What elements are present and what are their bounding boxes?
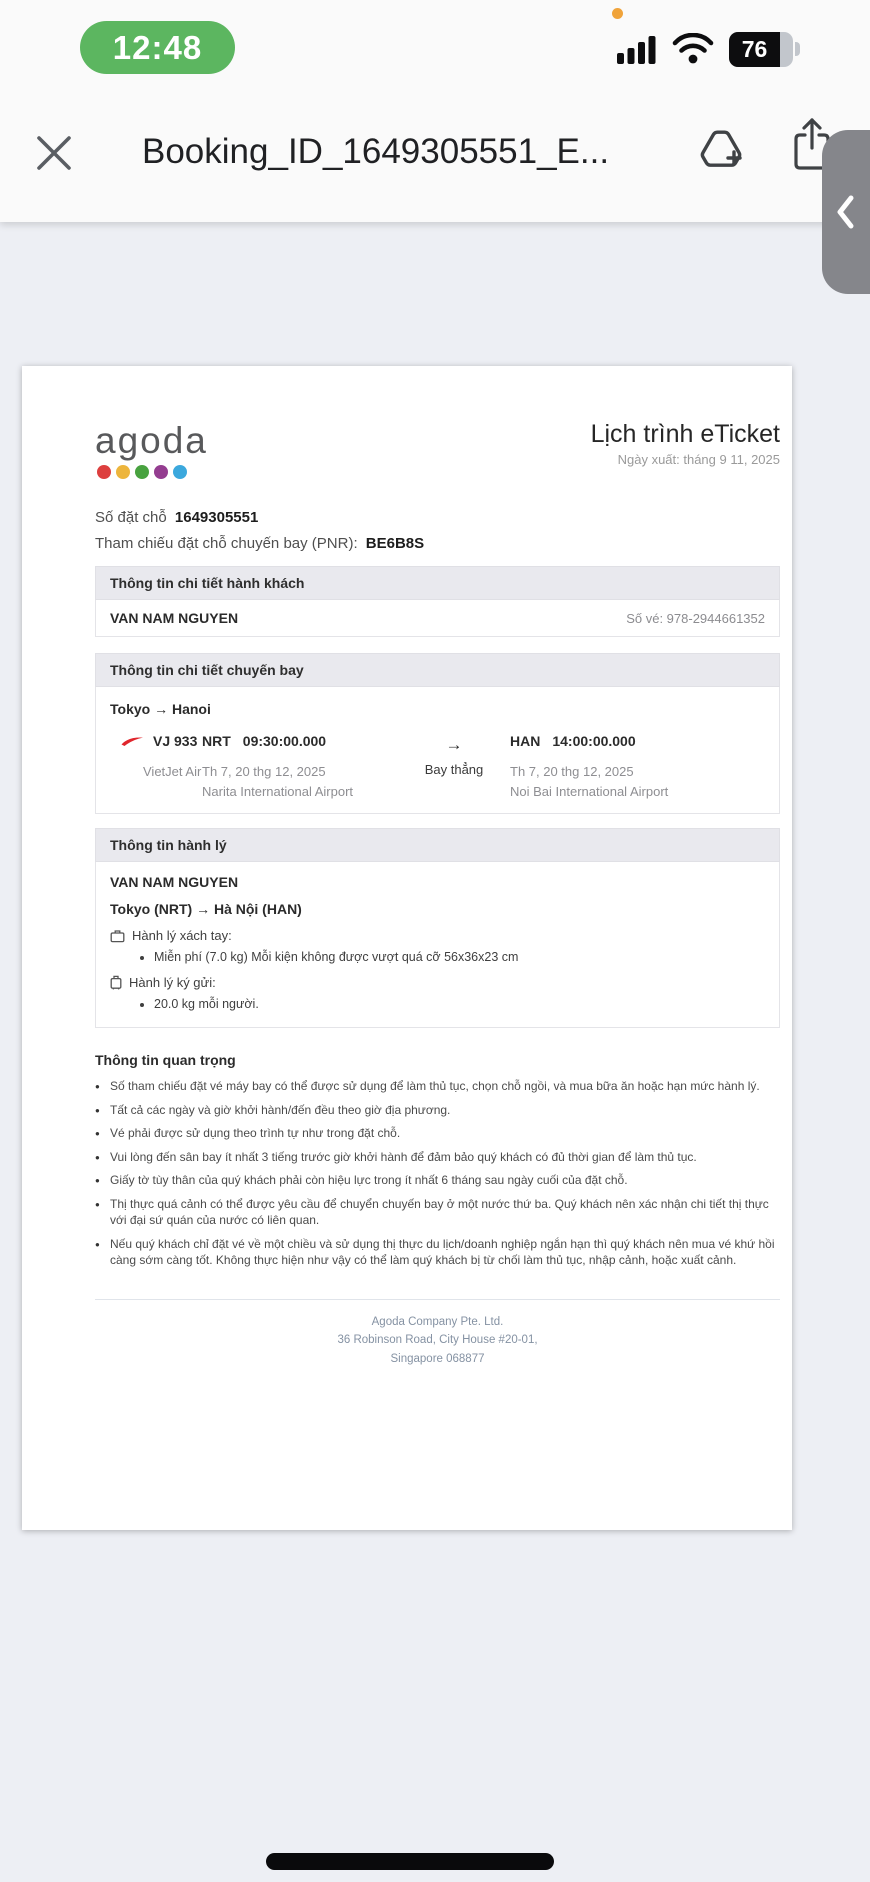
flight-route: Tokyo → Hanoi xyxy=(110,701,211,717)
flight-section-header: Thông tin chi tiết chuyến bay xyxy=(95,653,780,687)
booking-id-label: Số đặt chỗ xyxy=(95,509,167,526)
battery-icon xyxy=(729,32,800,67)
passenger-section xyxy=(95,566,780,637)
footer-company: Agoda Company Pte. Ltd. xyxy=(371,1315,504,1328)
arrival-time: 14:00:00.000 xyxy=(552,733,636,749)
cabin-baggage-rule: • Miễn phí (7.0 kg) Mỗi kiện không được vượt quá cỡ 56x36x23 cm xyxy=(154,950,765,964)
status-time-pill[interactable] xyxy=(80,21,235,74)
footer-address: 36 Robinson Road, City House #20-01, xyxy=(337,1334,538,1347)
important-info-header: Thông tin quan trọng xyxy=(95,1052,236,1068)
status-time: 12:48 xyxy=(112,28,203,66)
flight-details-row xyxy=(110,733,765,799)
pnr-line xyxy=(95,535,780,552)
chevron-left-icon xyxy=(835,192,857,232)
airline-name: VietJet Air xyxy=(143,764,202,779)
mic-indicator-dot xyxy=(612,8,623,19)
wifi-icon xyxy=(672,33,714,65)
close-icon xyxy=(34,133,74,173)
passenger-section-header: Thông tin chi tiết hành khách xyxy=(95,566,780,600)
agoda-logo-text: agoda xyxy=(95,420,208,461)
important-info-section xyxy=(95,1052,780,1269)
vietjet-logo-icon xyxy=(120,736,144,747)
cabin-baggage-label-row xyxy=(110,928,765,943)
checked-baggage-rule: • 20.0 kg mỗi người. xyxy=(154,997,765,1011)
battery-percent: 76 xyxy=(741,35,768,62)
ticket-number: Số vé: 978-2944661352 xyxy=(626,610,765,626)
agoda-logo xyxy=(95,420,208,479)
important-bullet: ● Tất cả các ngày và giờ khởi hành/đến đều theo giờ địa phương. xyxy=(95,1102,780,1119)
viewer-chrome xyxy=(0,0,870,222)
issue-date: Ngày xuất: tháng 9 11, 2025 xyxy=(617,452,780,467)
checked-baggage-label: Hành lý ký gửi: xyxy=(129,975,216,990)
pnr-label: Tham chiếu đặt chỗ chuyến bay (PNR): xyxy=(95,535,358,552)
stops-label: Bay thẳng xyxy=(424,762,484,777)
baggage-section-header: Thông tin hành lý xyxy=(95,828,780,862)
briefcase-icon xyxy=(110,929,125,943)
arrival-airport: Noi Bai International Airport xyxy=(510,784,669,799)
passenger-row xyxy=(96,600,779,636)
eticket-title: Lịch trình eTicket xyxy=(590,420,780,448)
baggage-section xyxy=(95,828,780,1028)
footer-city: Singapore 068877 xyxy=(390,1352,485,1365)
departure-code: NRT xyxy=(202,733,231,749)
important-bullet: ● Vé phải được sử dụng theo trình tự như trong đặt chỗ. xyxy=(95,1125,780,1142)
booking-id-line xyxy=(95,509,780,526)
pdf-page xyxy=(22,366,792,1530)
flight-section xyxy=(95,653,780,814)
return-to-app-tab[interactable] xyxy=(822,130,870,294)
important-bullet: ● Thị thực quá cảnh có thể được yêu cầu để chuyển chuyến bay ở một nước thứ ba. Quý khách nên xác nhận chi tiết thị thực với đại sứ quán của nước có liên quan. xyxy=(95,1196,780,1229)
important-bullet: ● Số tham chiếu đặt vé máy bay có thể được sử dụng để làm thủ tục, chọn chỗ ngồi, và mua bữa ăn hoặc hạn mức hành lý. xyxy=(95,1078,780,1095)
arrival-date: Th 7, 20 thg 12, 2025 xyxy=(510,764,634,779)
direct-flight-arrow-icon: → xyxy=(445,735,463,754)
add-to-drive-icon xyxy=(695,124,747,176)
add-to-drive-button[interactable] xyxy=(695,124,747,176)
arrival-code: HAN xyxy=(510,733,541,749)
important-bullet: ● Vui lòng đến sân bay ít nhất 3 tiếng trước giờ khởi hành để đảm bảo quý khách có đủ thời gian để làm thủ tục. xyxy=(95,1149,780,1166)
status-icons xyxy=(617,30,800,68)
agoda-logo-dots xyxy=(97,465,208,479)
departure-date: Th 7, 20 thg 12, 2025 xyxy=(202,764,326,779)
important-bullet: ● Nếu quý khách chỉ đặt vé về một chiều và sử dụng thị thực du lịch/doanh nghiệp ngắn hạn thì quý khách nên mua vé khứ hồi càng sớm càng tốt. Không thực hiện như vậy có thể làm quý khách bị từ chối làm thủ tục, nhập cảnh, hoặc xuất cảnh. xyxy=(95,1236,780,1269)
checked-baggage-label-row xyxy=(110,975,765,990)
booking-id-value: 1649305551 xyxy=(174,509,259,526)
baggage-route: Tokyo (NRT) → Hà Nội (HAN) xyxy=(110,901,302,917)
close-button[interactable] xyxy=(34,133,74,173)
pnr-value: BE6B8S xyxy=(365,535,425,552)
document-title: Booking_ID_1649305551_E... xyxy=(142,132,610,171)
cabin-baggage-label: Hành lý xách tay: xyxy=(132,928,232,943)
important-bullet: ● Giấy tờ tùy thân của quý khách phải còn hiệu lực trong ít nhất 6 tháng sau ngày cuối của đặt chỗ. xyxy=(95,1172,780,1189)
cellular-signal-icon xyxy=(617,34,657,64)
passenger-name: VAN NAM NGUYEN xyxy=(110,610,239,626)
flight-number: VJ 933 xyxy=(153,733,198,749)
luggage-icon xyxy=(110,975,122,990)
home-indicator[interactable] xyxy=(266,1853,554,1870)
document-header xyxy=(95,420,780,479)
baggage-passenger-name: VAN NAM NGUYEN xyxy=(110,874,239,890)
departure-time: 09:30:00.000 xyxy=(242,733,327,749)
departure-airport: Narita International Airport xyxy=(202,784,354,799)
company-footer xyxy=(95,1299,780,1368)
